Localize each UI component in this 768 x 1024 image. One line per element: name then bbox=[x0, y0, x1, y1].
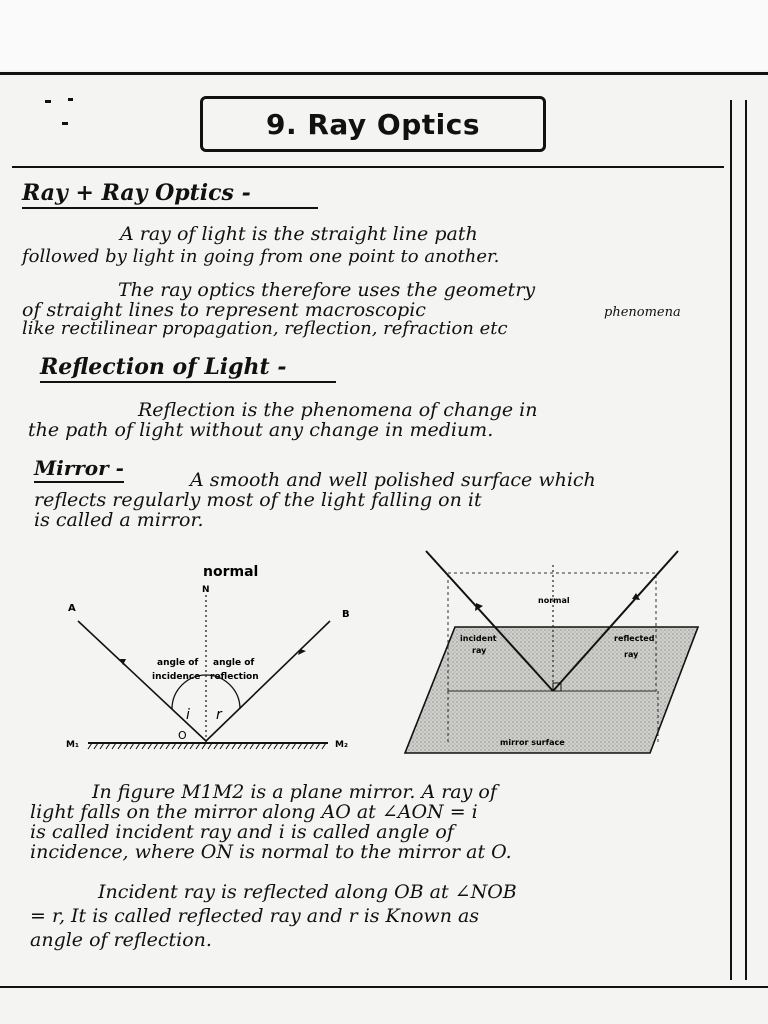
text-line: = r, It is called reflected ray and r is Known as bbox=[30, 905, 480, 927]
text-line-note: phenomena bbox=[604, 305, 681, 320]
angle-r-label: r bbox=[216, 707, 222, 723]
angle-i-label: i bbox=[186, 707, 190, 723]
right-margin-rule-2 bbox=[745, 100, 747, 980]
angle-incidence-label: incidence bbox=[152, 672, 201, 682]
m2-label: M₂ bbox=[335, 740, 348, 750]
text-line: the path of light without any change in medium. bbox=[28, 419, 494, 441]
text-line: Incident ray is reflected along OB at ∠NOB bbox=[98, 881, 517, 903]
angle-reflection-label: angle of bbox=[213, 658, 255, 668]
text-line: The ray optics therefore uses the geometry bbox=[118, 279, 536, 301]
text-line: In figure M1M2 is a plane mirror. A ray of bbox=[92, 781, 497, 803]
text-line: A ray of light is the straight line path bbox=[120, 223, 478, 245]
stray-mark bbox=[45, 100, 51, 103]
section-heading-ray-optics: Ray + Ray Optics - bbox=[22, 180, 318, 209]
text-line: of straight lines to represent macroscopic bbox=[22, 299, 426, 321]
mirror-surface-label: mirror surface bbox=[500, 738, 565, 747]
text-line: incidence, where ON is normal to the mirror at O. bbox=[30, 841, 512, 863]
angle-reflection-label: reflection bbox=[210, 672, 259, 682]
bottom-border bbox=[0, 986, 768, 988]
chapter-title-box bbox=[200, 96, 546, 152]
point-a-label: A bbox=[68, 603, 76, 614]
incident-ray-label: ray bbox=[472, 646, 487, 655]
right-margin-rule-1 bbox=[730, 100, 732, 980]
text-line: angle of reflection. bbox=[30, 929, 212, 951]
m1-label: M₁ bbox=[66, 740, 79, 750]
point-o-label: O bbox=[178, 729, 187, 742]
normal-label: normal bbox=[538, 596, 570, 605]
reflection-diagram-right bbox=[400, 545, 710, 760]
reflected-ray-label: reflected bbox=[614, 634, 655, 643]
text-line: Reflection is the phenomena of change in bbox=[138, 399, 538, 421]
top-margin bbox=[0, 0, 768, 70]
text-line: is called a mirror. bbox=[34, 509, 204, 531]
incident-ray-label: incident bbox=[460, 634, 497, 643]
stray-mark bbox=[62, 122, 68, 125]
reflected-ray-label: ray bbox=[624, 650, 639, 659]
section-heading-reflection: Reflection of Light - bbox=[40, 354, 336, 383]
normal-label: normal bbox=[203, 564, 259, 580]
angle-incidence-label: angle of bbox=[157, 658, 199, 668]
point-b-label: B bbox=[342, 609, 350, 620]
header-rule bbox=[12, 166, 724, 168]
text-line: A smooth and well polished surface which bbox=[190, 469, 596, 491]
point-n-label: N bbox=[202, 585, 210, 595]
text-line: like rectilinear propagation, reflection, refraction etc bbox=[22, 318, 508, 339]
chapter-title: 9. Ray Optics bbox=[265, 107, 481, 141]
text-line: light falls on the mirror along AO at ∠AON = i bbox=[30, 801, 478, 823]
text-line: reflects regularly most of the light falling on it bbox=[34, 489, 482, 511]
stray-mark bbox=[68, 98, 73, 101]
text-line: is called incident ray and i is called angle of bbox=[30, 821, 454, 843]
section-heading-mirror: Mirror - bbox=[34, 456, 124, 483]
reflection-diagram-left bbox=[60, 555, 360, 755]
text-line: followed by light in going from one point to another. bbox=[22, 246, 500, 267]
top-border bbox=[0, 72, 768, 75]
